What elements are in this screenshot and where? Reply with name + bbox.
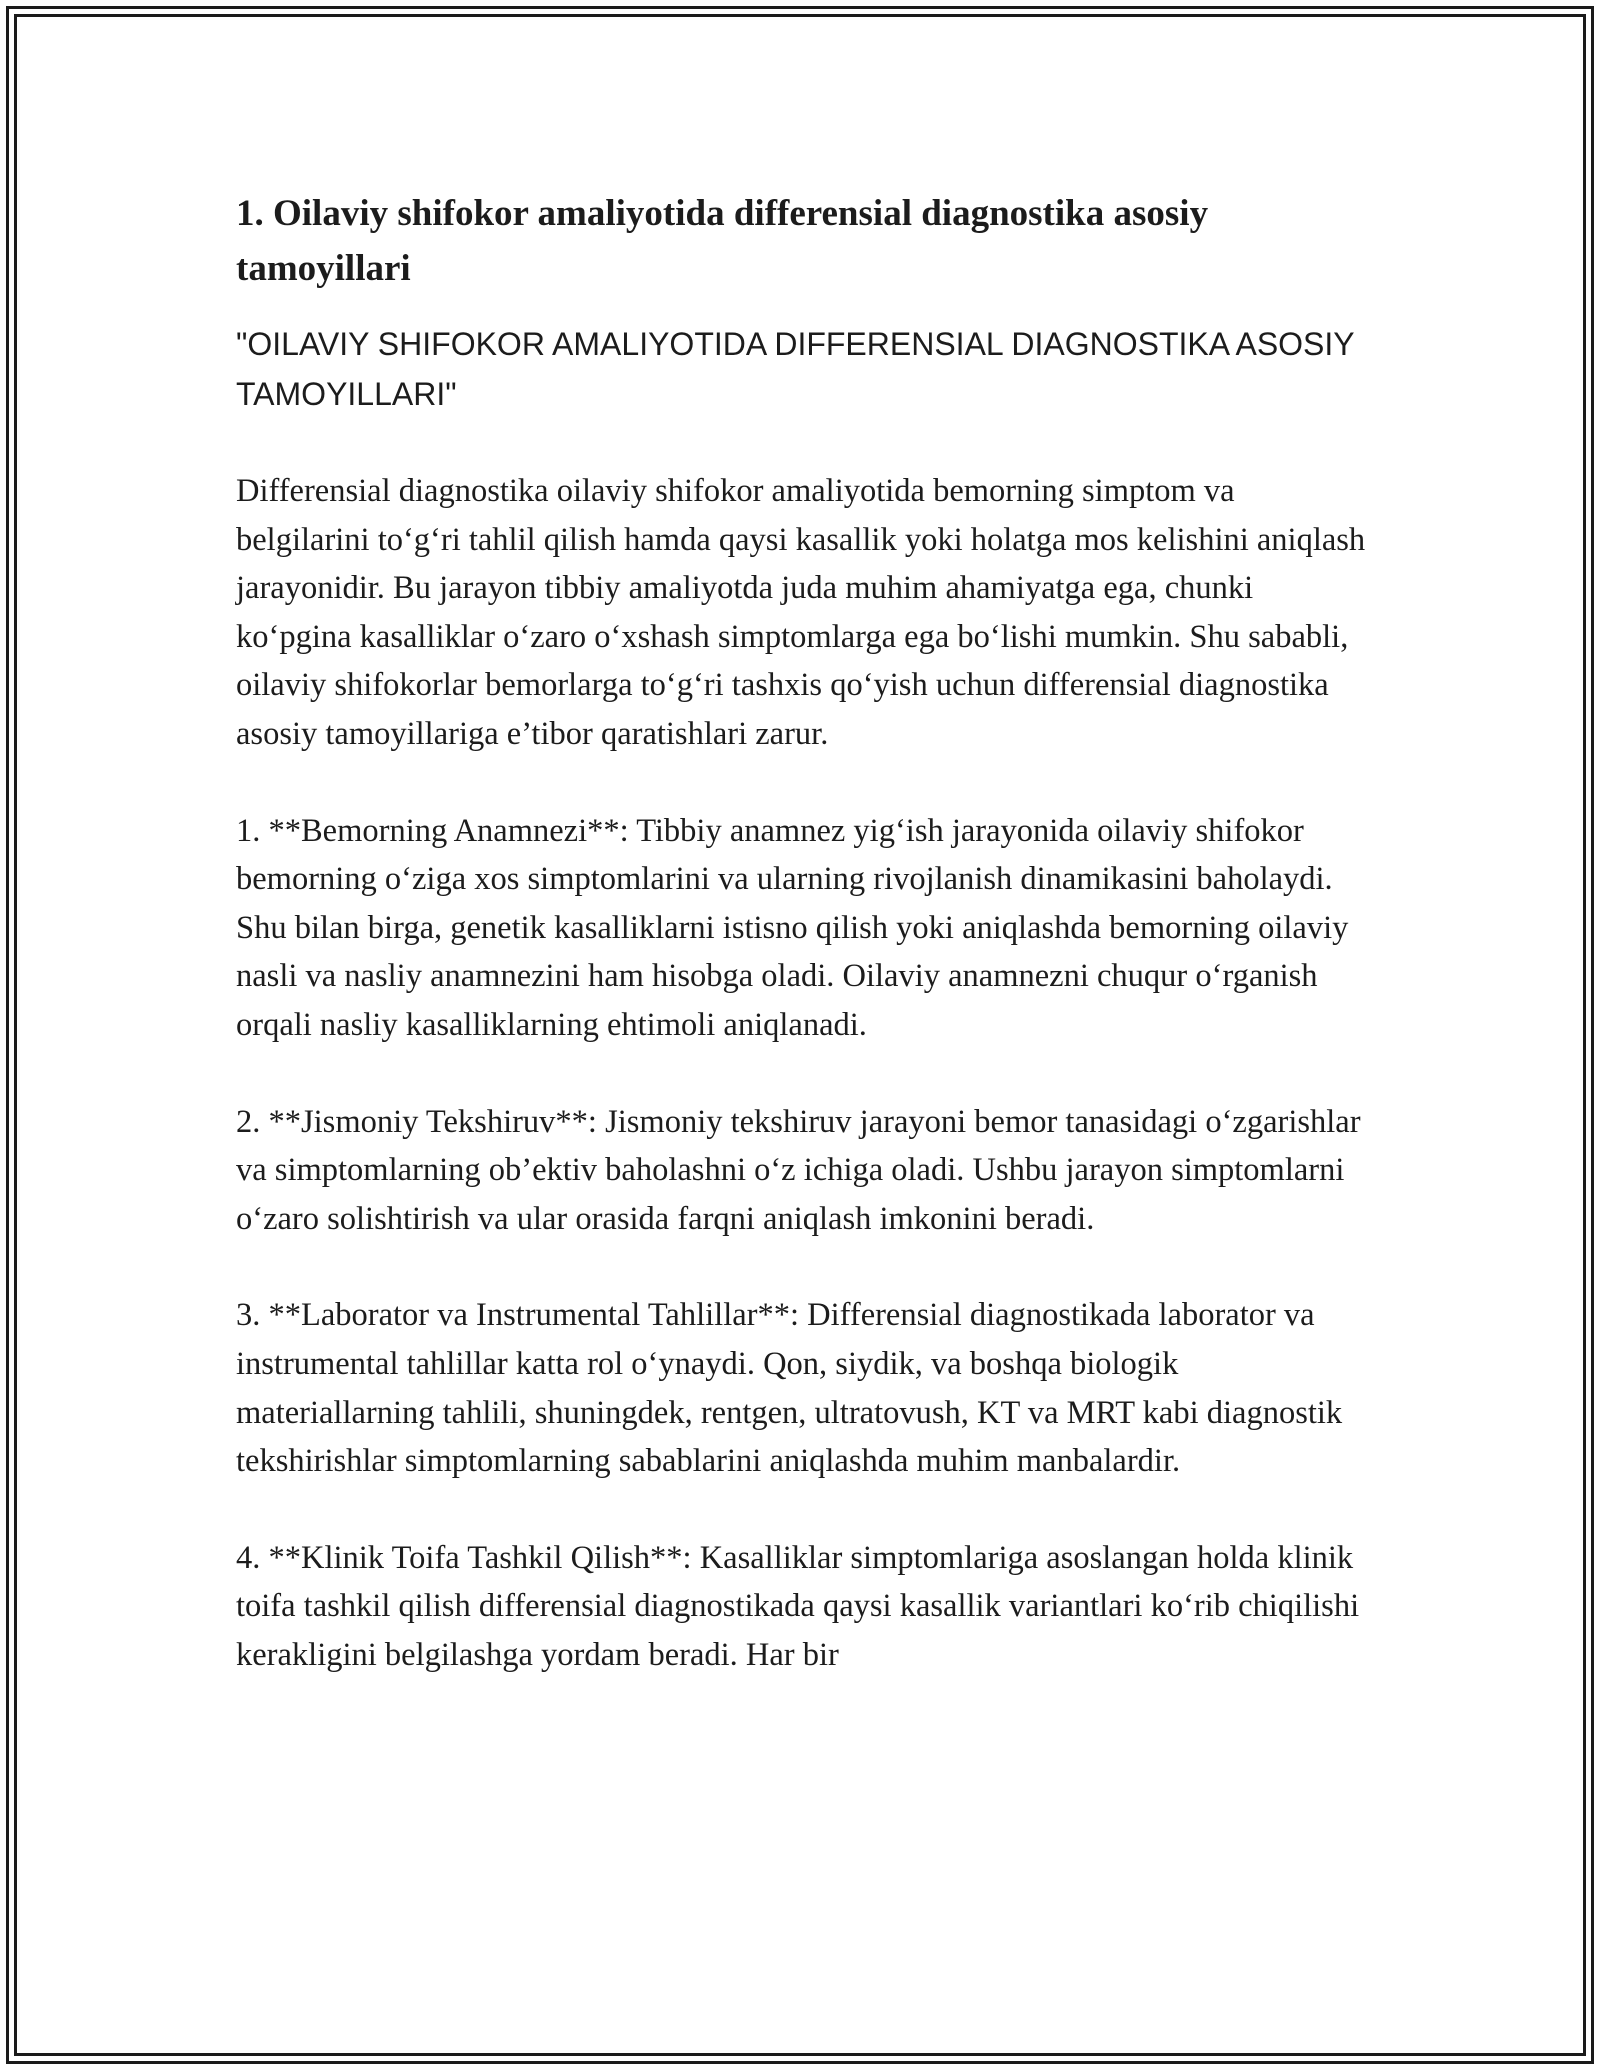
paragraph-lab-tests: 3. **Laborator va Instrumental Tahlillar**: Differensial diagnostikada laborator va instrumental tahlillar katta rol o‘ynaydi. Qon, siydik, va boshqa biologik materiallarning tahlili, shuningdek, rentgen, ultratovush, KT va MRT kabi diagnostik tekshirishlar simptomlarning sabablarini aniqlashda muhim manbalardir.: [236, 1297, 1343, 1480]
document-heading: 1. Oilaviy shifokor amaliyotida differensial diagnostika asosiy tamoyillari: [236, 193, 1209, 289]
paragraph-anamnesis: 1. **Bemorning Anamnezi**: Tibbiy anamnez yig‘ish jarayonida oilaviy shifokor bemorning o‘ziga xos simptomlarini va ularning rivojlanish dinamikasini baholaydi. Shu bilan birga, genetik kasalliklarni istisno qilish yoki aniqlashda bemorning oilaviy nasli va nasliy anamnezini ham hisobga oladi. Oilaviy anamnezni chuqur o‘rganish orqali nasliy kasalliklarning ehtimoli aniqlanadi.: [236, 812, 1349, 1043]
paragraph-physical-exam: 2. **Jismoniy Tekshiruv**: Jismoniy tekshiruv jarayoni bemor tanasidagi o‘zgarishlar va simptomlarning ob’ektiv baholashni o‘z ichiga oladi. Ushbu jarayon simptomlarni o‘zaro solishtirish va ular orasida farqni aniqlash imkonini beradi.: [236, 1103, 1361, 1237]
document-subtitle: "OILAVIY SHIFOKOR AMALIYOTIDA DIFFERENSIAL DIAGNOSTIKA ASOSIY TAMOYILLARI": [236, 326, 1355, 412]
paragraph-clinical-category: 4. **Klinik Toifa Tashkil Qilish**: Kasalliklar simptomlariga asoslangan holda klinik toifa tashkil qilish differensial diagnostikada qaysi kasallik variantlari ko‘rib chiqilishi kerakligini belgilashga yordam beradi. Har bir: [236, 1539, 1360, 1673]
paragraph-intro: Differensial diagnostika oilaviy shifokor amaliyotida bemorning simptom va belgilarini to‘g‘ri tahlil qilish hamda qaysi kasallik yoki holatga mos kelishini aniqlash jarayonidir. Bu jarayon tibbiy amaliyotda juda muhim ahamiyatga ega, chunki ko‘pgina kasalliklar o‘zaro o‘xshash simptomlarga ega bo‘lishi mumkin. Shu sababli, oilaviy shifokorlar bemorlarga to‘g‘ri tashxis qo‘yish uchun differensial diagnostika asosiy tamoyillariga e’tibor qaratishlari zarur.: [236, 473, 1366, 752]
document-body: [236, 186, 1376, 1679]
